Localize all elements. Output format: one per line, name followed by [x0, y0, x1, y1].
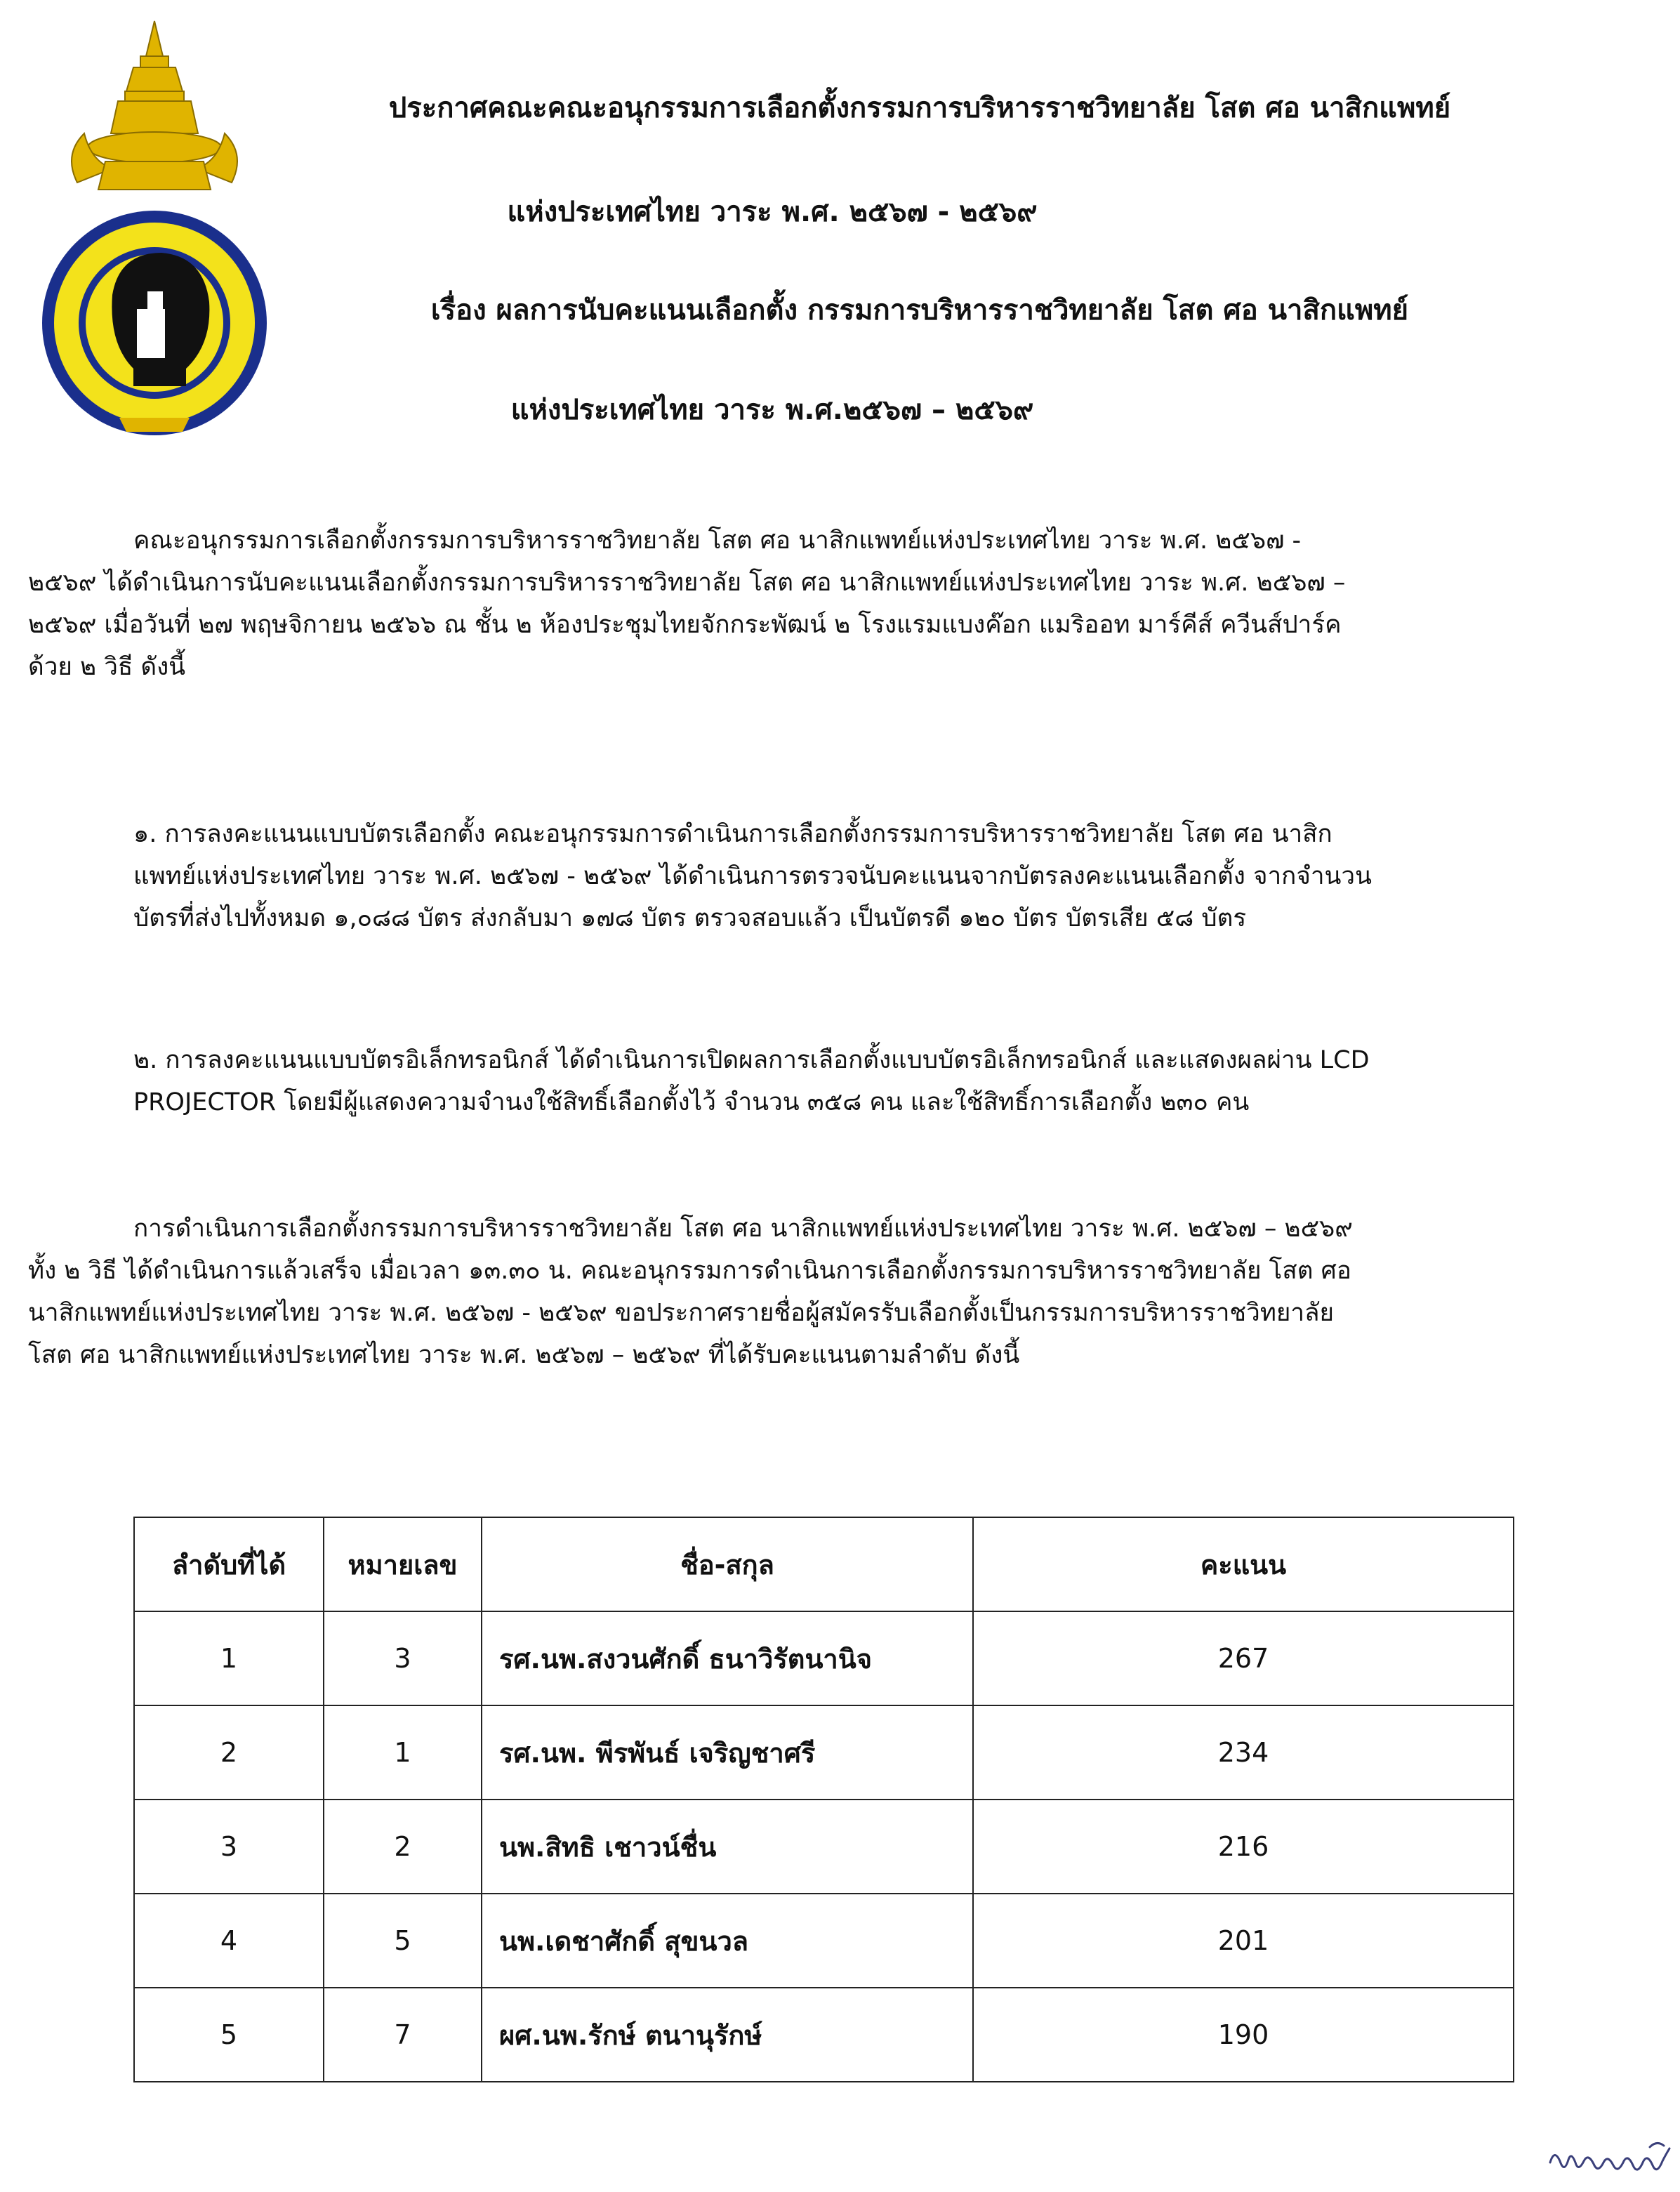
column-header-name: ชื่อ-สกุล — [482, 1517, 973, 1611]
table-header-row — [134, 1517, 1514, 1611]
handwritten-signature — [1545, 2134, 1678, 2189]
cell-number: 7 — [324, 1988, 482, 2082]
cell-rank: 1 — [134, 1611, 324, 1705]
column-header-number: หมายเลข — [324, 1517, 482, 1611]
cell-name: นพ.สิทธิ เชาวน์ชื่น — [482, 1800, 973, 1894]
cell-name: รศ.นพ.สงวนศักดิ์ ธนาวิรัตนานิจ — [482, 1611, 973, 1705]
column-header-score: คะแนน — [973, 1517, 1514, 1611]
cell-name: รศ.นพ. พีรพันธ์ เจริญชาศรี — [482, 1705, 973, 1800]
intro-line: ๒๕๖๙ เมื่อวันที่ ๒๗ พฤษจิกายน ๒๕๖๖ ณ ชั้น ๒ ห้องประชุมไทยจักกระพัฒน์ ๒ โรงแรมแบงค๊อก แมริออท มาร์คีส์ ควีนส์ปาร์ค — [28, 611, 1342, 639]
intro-line: ด้วย ๒ วิธี ดังนี้ — [28, 653, 186, 681]
intro-line: คณะอนุกรรมการเลือกตั้งกรรมการบริหารราชวิทยาลัย โสต ศอ นาสิกแพทย์แห่งประเทศไทย วาระ พ.ศ. ๒๕๖๗ - — [133, 527, 1302, 555]
table-row — [134, 1705, 1514, 1800]
cell-rank: 4 — [134, 1894, 324, 1988]
item1-line: ๑. การลงคะแนนแบบบัตรเลือกตั้ง คณะอนุกรรมการดำเนินการเลือกตั้งกรรมการบริหารราชวิทยาลัย โสต ศอ นาสิก — [133, 820, 1332, 848]
cell-name: นพ.เดชาศักดิ์ สุขนวล — [482, 1894, 973, 1988]
intro-paragraph — [28, 520, 1608, 688]
royal-college-seal-icon — [35, 14, 274, 435]
cell-rank: 5 — [134, 1988, 324, 2082]
header-line-3: เรื่อง ผลการนับคะแนนเลือกตั้ง กรรมการบริหารราชวิทยาลัย โสต ศอ นาสิกแพทย์ — [430, 294, 1409, 326]
header-line-2: แห่งประเทศไทย วาระ พ.ศ. ๒๕๖๗ - ๒๕๖๙ — [507, 196, 1038, 228]
cell-name: ผศ.นพ.รักษ์ ตนานุรักษ์ — [482, 1988, 973, 2082]
cell-number: 2 — [324, 1800, 482, 1894]
intro-line: ๒๕๖๙ ได้ดำเนินการนับคะแนนเลือกตั้งกรรมการบริหารราชวิทยาลัย โสต ศอ นาสิกแพทย์แห่งประเทศไทย วาระ พ.ศ. ๒๕๖๗ – — [28, 569, 1346, 597]
cell-number: 3 — [324, 1611, 482, 1705]
cell-rank: 3 — [134, 1800, 324, 1894]
cell-score: 190 — [973, 1988, 1514, 2082]
handwritten-signature-icon — [1545, 2134, 1678, 2189]
header-line-4: แห่งประเทศไทย วาระ พ.ศ.๒๕๖๗ – ๒๕๖๙ — [510, 394, 1034, 426]
cell-score: 216 — [973, 1800, 1514, 1894]
college-logo — [35, 14, 274, 435]
item2-line: PROJECTOR โดยมีผู้แสดงความจำนงใช้สิทธิ์เลือกตั้งไว้ จำนวน ๓๕๘ คน และใช้สิทธิ์การเลือกตั้ง ๒๓๐ คน — [133, 1088, 1250, 1116]
table-row — [134, 1611, 1514, 1705]
conclusion-line: ทั้ง ๒ วิธี ได้ดำเนินการแล้วเสร็จ เมื่อเวลา ๑๓.๓๐ น. คณะอนุกรรมการดำเนินการเลือกตั้งกรรมการบริหารราชวิทยาลัย โสต ศอ — [28, 1257, 1351, 1285]
conclusion-paragraph — [28, 1208, 1608, 1376]
column-header-rank: ลำดับที่ได้ — [134, 1517, 324, 1611]
item1-line: แพทย์แห่งประเทศไทย วาระ พ.ศ. ๒๕๖๗ - ๒๕๖๙ ได้ดำเนินการตรวจนับคะแนนจากบัตรลงคะแนนเลือกตั้ง จากจำนวน — [133, 862, 1372, 890]
table-row — [134, 1988, 1514, 2082]
cell-score: 234 — [973, 1705, 1514, 1800]
cell-number: 1 — [324, 1705, 482, 1800]
item1-line: บัตรที่ส่งไปทั้งหมด ๑,๐๘๘ บัตร ส่งกลับมา ๑๗๘ บัตร ตรวจสอบแล้ว เป็นบัตรดี ๑๒๐ บัตร บัตรเสีย ๕๘ บัตร — [133, 904, 1247, 932]
table-row — [134, 1894, 1514, 1988]
header-line-1: ประกาศคณะคณะอนุกรรมการเลือกตั้งกรรมการบริหารราชวิทยาลัย โสต ศอ นาสิกแพทย์ — [388, 92, 1451, 124]
table-row — [134, 1800, 1514, 1894]
conclusion-line: การดำเนินการเลือกตั้งกรรมการบริหารราชวิทยาลัย โสต ศอ นาสิกแพทย์แห่งประเทศไทย วาระ พ.ศ. ๒๕๖๗ – ๒๕๖๙ — [133, 1215, 1353, 1243]
conclusion-line: โสต ศอ นาสิกแพทย์แห่งประเทศไทย วาระ พ.ศ. ๒๕๖๗ – ๒๕๖๙ ที่ได้รับคะแนนตามลำดับ ดังนี้ — [28, 1341, 1020, 1369]
item-paper-ballot — [133, 813, 1608, 939]
conclusion-line: นาสิกแพทย์แห่งประเทศไทย วาระ พ.ศ. ๒๕๖๗ - ๒๕๖๙ ขอประกาศรายชื่อผู้สมัครรับเลือกตั้งเป็นกรรมการบริหารราชวิทยาลัย — [28, 1299, 1335, 1327]
cell-rank: 2 — [134, 1705, 324, 1800]
cell-number: 5 — [324, 1894, 482, 1988]
cell-score: 267 — [973, 1611, 1514, 1705]
item-electronic-ballot — [133, 1039, 1608, 1123]
cell-score: 201 — [973, 1894, 1514, 1988]
item2-line: ๒. การลงคะแนนแบบบัตรอิเล็กทรอนิกส์ ได้ดำเนินการเปิดผลการเลือกตั้งแบบบัตรอิเล็กทรอนิกส์ และแสดงผลผ่าน LCD — [133, 1046, 1370, 1074]
results-table — [133, 1517, 1514, 2082]
